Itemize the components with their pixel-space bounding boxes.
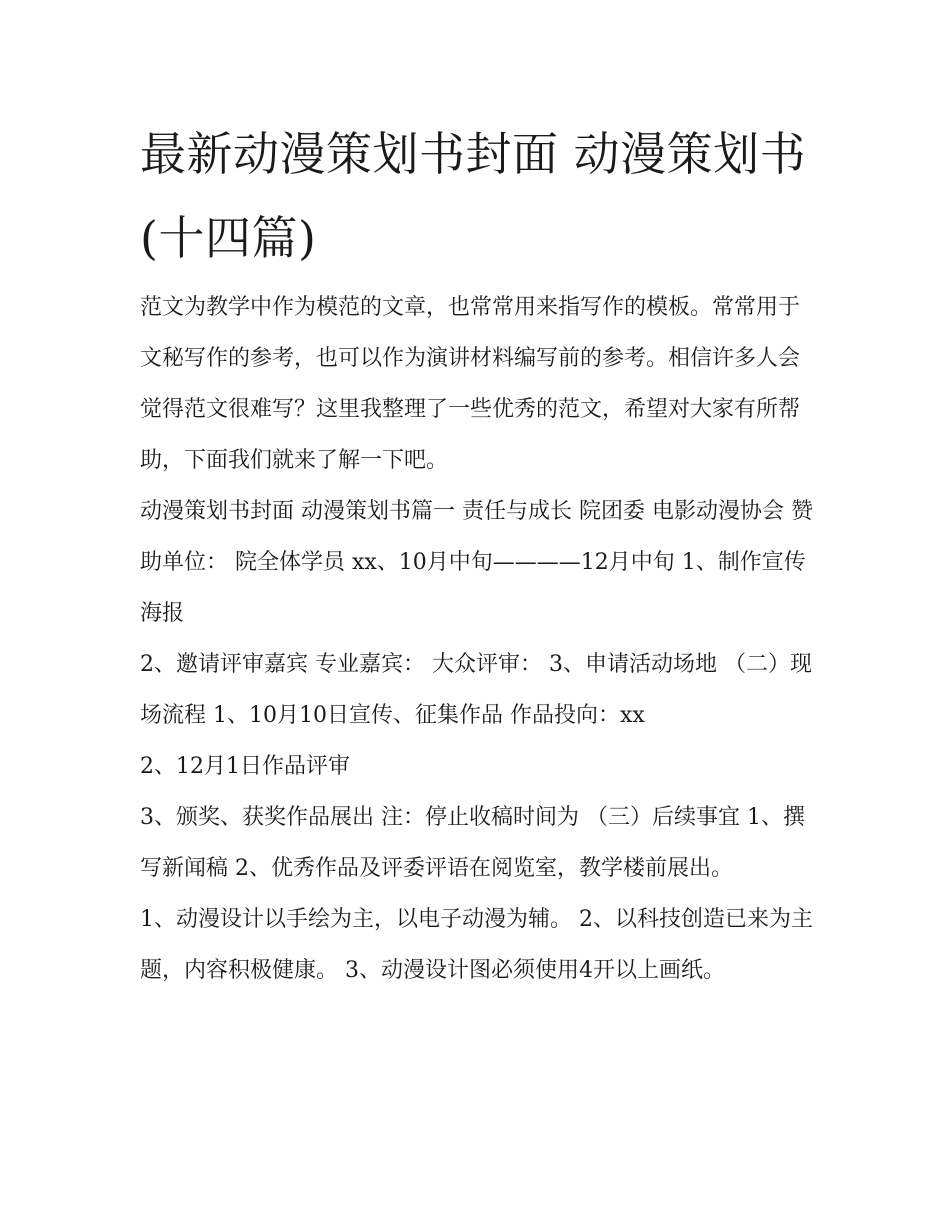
paragraph-award: 3、颁奖、获奖作品展出 注：停止收稿时间为 （三）后续事宜 1、撰写新闻稿 2、优秀作品及评委评语在阅览室，教学楼前展出。 — [140, 805, 805, 881]
document-title: 最新动漫策划书封面 动漫策划书(十四篇) — [140, 127, 807, 265]
document-page — [140, 112, 820, 996]
paragraph-review: 2、12月1日作品评审 — [140, 754, 350, 779]
paragraph-intro: 范文为教学中作为模范的文章，也常常用来指写作的模板。常常用于文秘写作的参考，也可以作为演讲材料编写前的参考。相信许多人会觉得范文很难写？这里我整理了一些优秀的范文，希望对大家有所帮助，下面我们就来了解一下吧。 — [140, 295, 801, 473]
paragraph-cover: 动漫策划书封面 动漫策划书篇一 责任与成长 院团委 电影动漫协会 赞助单位： 院全体学员 xx、10月中旬————12月中旬 1、制作宣传海报 — [140, 499, 813, 626]
paragraph-rules: 1、动漫设计以手绘为主，以电子动漫为辅。 2、以科技创造已来为主题，内容积极健康。 3、动漫设计图必须使用4开以上画纸。 — [140, 907, 813, 983]
paragraph-invite: 2、邀请评审嘉宾 专业嘉宾： 大众评审： 3、申请活动场地 （二）现场流程 1、10月10日宣传、征集作品 作品投向：xx — [140, 652, 812, 728]
